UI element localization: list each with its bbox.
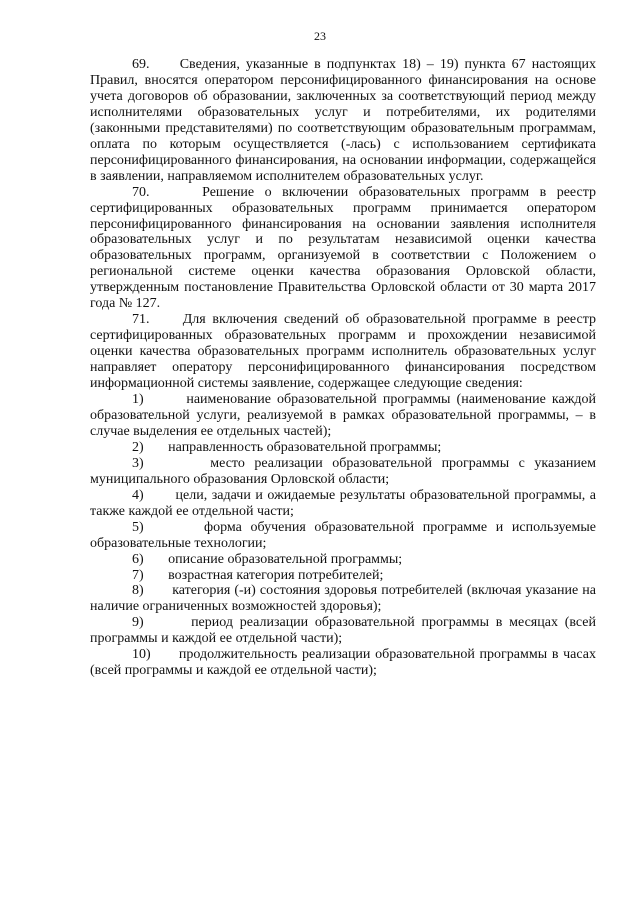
list-item [90, 583, 596, 615]
list-item-text: период реализации образовательной программы в месяцах (всей программы и каждой ее отдельной части); [90, 615, 597, 647]
list-item [90, 456, 596, 488]
paragraph-text: Сведения, указанные в подпунктах 18) – 19) пункта 67 настоящих Правил, вносятся оператором персонифицированного финансирования на основе учета договоров об образовании, заключенных за соответствующий период между исполнителями образовательных услуг и потребителями, их родителями (законными представителями) по соответствующим образовательным программам, оплата по которым осуществляется (-лась) с использованием сертификата персонифицированного финансирования, на основании информации, содержащейся в заявлении, направляемом исполнителем образовательных услуг. [90, 57, 597, 184]
paragraph-text: Решение о включении образовательных программ в реестр сертифицированных образовательных программ принимается оператором персонифицированного финансирования на основании заявления исполнителя образовательных услуг и по результатам независимой оценки качества образовательных программ, организуемой в соответствии с Положением о региональной системе оценки качества образования Орловской области, утвержденным постановление Правительства Орловской области от 30 марта 2017 года № 127. [90, 184, 596, 312]
list-item-number: 9) [132, 615, 144, 631]
paragraph-number: 70. [132, 184, 150, 200]
list-item-number: 7) [132, 567, 144, 583]
paragraph-number: 71. [132, 312, 150, 328]
list-item [90, 520, 596, 552]
list-item-number: 8) [132, 583, 144, 599]
list-item-text: возрастная категория потребителей; [168, 567, 384, 583]
list-item [90, 615, 596, 647]
list-item-number: 10) [132, 647, 151, 663]
list-item-text: продолжительность реализации образовательной программы в часах (всей программы и каждой ее отдельной части); [90, 647, 596, 679]
list-item [90, 392, 596, 440]
list-item-text: место реализации образовательной программы с указанием муниципального образования Орловской области; [90, 455, 596, 487]
list-item [90, 647, 596, 679]
list-item-number: 1) [132, 392, 144, 408]
list-item-text: наименование образовательной программы (наименование каждой образовательной услуги, реализуемой в рамках образовательной программы, – в случае выделения ее отдельных частей); [90, 392, 597, 439]
paragraph-text: Для включения сведений об образовательной программе в реестр сертифицированных образовательных программ и прохождении независимой оценки качества образовательных программ исполнитель образовательных услуг направляет оператору персонифицированного финансирования посредством информационной системы заявление, содержащее следующие сведения: [90, 312, 596, 392]
paragraph-70 [90, 185, 596, 313]
paragraph-69 [90, 57, 596, 185]
list-item-number: 5) [132, 519, 144, 535]
document-body [90, 57, 596, 679]
list-item [90, 552, 596, 568]
paragraph-71 [90, 312, 596, 392]
list-item [90, 488, 596, 520]
list-item [90, 568, 596, 584]
list-item [90, 440, 596, 456]
list-item-text: направленность образовательной программы; [168, 439, 442, 455]
paragraph-number: 69. [132, 57, 150, 72]
list-item-text: категория (-и) состояния здоровья потребителей (включая указание на наличие ограниченных возможностей здоровья); [90, 583, 596, 615]
list-item-text: описание образовательной программы; [168, 551, 403, 567]
list-item-number: 2) [132, 439, 144, 455]
list-item-number: 6) [132, 551, 144, 567]
list-item-number: 3) [132, 455, 144, 471]
list-item-text: форма обучения образовательной программе и используемые образовательные технологии; [90, 519, 597, 551]
list-item-number: 4) [132, 487, 144, 503]
page-number: 23 [314, 29, 326, 43]
list-item-text: цели, задачи и ожидаемые результаты образовательной программы, а также каждой ее отдельной части; [90, 487, 597, 519]
